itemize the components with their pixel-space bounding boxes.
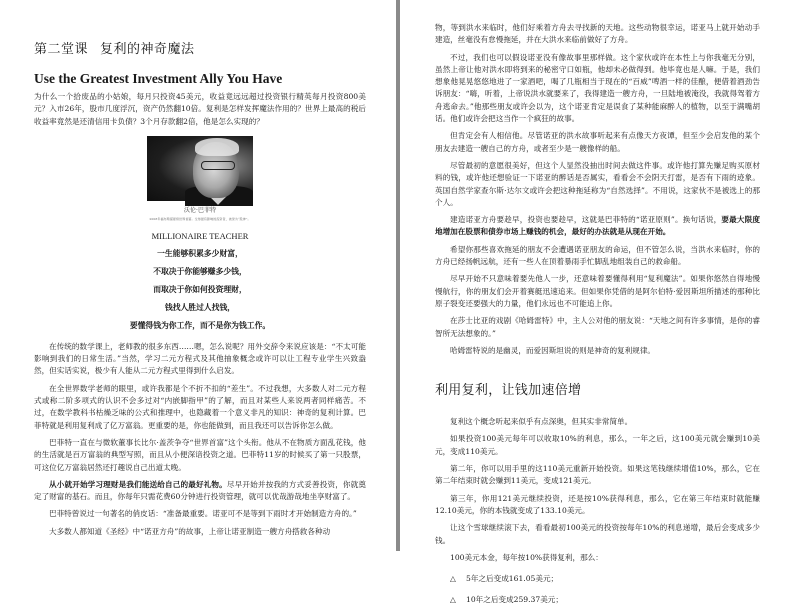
chapter-title bbox=[34, 38, 366, 57]
paragraph-noah-principle bbox=[435, 214, 760, 239]
left-page bbox=[0, 0, 396, 551]
bold-lead-text: 从小就开始学习理财是我们能送给自己的最好礼物。 bbox=[49, 479, 227, 489]
body-text bbox=[34, 341, 366, 538]
photo-caption-name: 沃伦·巴菲特 bbox=[184, 206, 216, 214]
paragraph-lead: 100美元本金，每年按10%获得复利，那么： bbox=[450, 552, 603, 562]
paragraph: 巴菲特一直在与微软董事长比尔·盖茨争夺“世界首富”这个头衔。他从不在物质方面乱花钱，他的生活就是百万富翁的典型写照，而且从小便深谙投资之道。巴菲特11岁的时候买了第一只股票，可这位亿万富翁居然还打趣说自己出道太晚。 bbox=[34, 437, 366, 472]
right-page bbox=[400, 0, 796, 605]
paragraph: 巴菲特曾说过一句著名的俏皮话：“准备最重要。诺亚可不是等到下雨时才开始制造方舟的。” bbox=[49, 509, 357, 519]
paragraph: 在全世界数学老师的眼里，或许我都是个不折不扣的“差生”。不过我想，大多数人对二元方程式或称二阶多项式的认识不会多过对“内嵌脚指甲”的了解，而且对某些人来说两者同样痛苦。不过，在数学教科书枯燥乏味的公式和推理中，也隐藏着一个意义非凡的知识：神奇的复利计算。巴菲特就是利用复利成了亿万富翁。更重要的是，你也能做到，而且我还可以告诉你怎么做。 bbox=[34, 383, 366, 430]
millionaire-teacher-label: MILLIONAIRE TEACHER bbox=[151, 230, 249, 241]
paragraph: 在莎士比亚的戏剧《哈姆雷特》中，主人公对他的朋友说：“天地之间有许多事情，是你的睿智所无法想象的。” bbox=[435, 316, 760, 338]
quote-line: 一生能够积累多少财富， bbox=[157, 248, 243, 258]
quote-block bbox=[34, 249, 366, 331]
lead-rest-text: 尽早开始并按我的方式妥善投资，你就奠定了财富的基石。而且，你每年只需花费60分钟进行投资管理，就可以优哉游哉地坐享财富了。 bbox=[34, 479, 366, 502]
right-page-content bbox=[435, 22, 760, 615]
paragraph: 第三年，你用121美元继续投资，还是按10%获得利息，那么，它在第三年结束时就能赚12.10美元，你的本钱就变成了133.10美元。 bbox=[435, 493, 760, 515]
paragraph: 但肯定会有人相信他。尽管诺亚的洪水故事听起来有点像天方夜谭，但至少会启发他的某个朋友去建造一艘自己的方舟，或者至少是一艘像样的船。 bbox=[435, 131, 760, 153]
bullet-item bbox=[435, 573, 760, 585]
portrait-photo bbox=[147, 136, 253, 201]
paragraph-bold-lead bbox=[34, 479, 366, 504]
english-title: Use the Greatest Investment Ally You Have bbox=[34, 71, 283, 86]
paragraph: 物，等到洪水来临时，他们好乘着方舟去寻找新的天地。这些动物很幸运，诺亚马上就开始动手建造，丝毫没有怠慢拖延，并在大洪水来临前做好了方舟。 bbox=[435, 23, 760, 45]
paragraph: 复利这个概念听起来似乎有点深奥，但其实非常简单。 bbox=[450, 417, 633, 427]
paragraph-normal-text: 建造诺亚方舟要趁早，投资也要趁早，这就是巴菲特的“诺亚原则”。换句话说， bbox=[450, 215, 722, 225]
chapter-subtitle: 复利的神奇魔法 bbox=[100, 42, 195, 57]
triangle-bullet-icon: △ bbox=[450, 574, 456, 584]
paragraph: 希望你那些喜欢拖延的朋友不会遭遇诺亚朋友的命运，但不管怎么说，当洪水来临时，你的方舟已经扬帆远航，还有一些人在顶着暴雨手忙脚乱地组装自己的救命船。 bbox=[435, 244, 760, 267]
paragraph-bold-text: 要最大限度地增加在股票和债券市场上赚钱的机会，最好的办法就是从现在开始。 bbox=[435, 215, 760, 237]
quote-line: 要懂得钱为你工作，而不是你为钱工作。 bbox=[129, 320, 271, 330]
chapter-number: 第二堂课 bbox=[34, 42, 89, 57]
paragraph: 如果投资100美元每年可以收取10%的利息，那么，一年之后，这100美元就会赚到10美元，变成110美元。 bbox=[435, 434, 760, 456]
bullet-item bbox=[435, 594, 760, 606]
section-title: 利用复利，让钱加速倍增 bbox=[435, 383, 582, 399]
photo-figure bbox=[34, 136, 366, 221]
quote-line: 钱找人胜过人找钱， bbox=[164, 302, 236, 312]
paragraph: 尽管最初的意愿很美好，但这个人显然没抽出时间去做这件事。或许他打算先赚足购买原材料的钱，或许他还想验证一下诺亚的醉话是否属实，看看会不会阴天打雷，是否有下雨的迹象。英国自然学家查尔斯·达尔文或许会把这种拖延称为“自然选择”。不用说，这家伙不是被选上的那个人。 bbox=[435, 160, 760, 207]
paragraph: 第二年，你可以用手里的这110美元重新开始投资。如果这笔钱继续增值10%，那么，它在第二年结束时就会赚到11美元，变成121美元。 bbox=[435, 464, 760, 486]
paragraph: 大多数人都知道《圣经》中“诺亚方舟”的故事，上帝让诺亚制造一艘方舟搭救各种动 bbox=[49, 526, 331, 536]
bullet-text: 10年之后变成259.37美元； bbox=[466, 595, 563, 605]
paragraph: 在传统的数学课上，老师教的很多东西……嗯，怎么说呢？用外交辞令来说应该是：“不太可能影响到我们的日常生活。”当然，学习二元方程式及其他抽象概念或许可以让工程专业学生兴致盎然，但实话实说，极少有人能从二元方程式里得到什么启发。 bbox=[34, 341, 366, 376]
left-page-content bbox=[34, 38, 366, 543]
paragraph: 不过，我们也可以假设诺亚没有像故事里那样做。这个家伙或许在本性上与你我毫无分别，虽然上帝让他对洪水即将到来的秘密守口如瓶，他却未必做得到。他毕竟也是人嘛。于是，我们想象他晃晃悠悠地进了一家酒吧，喝了几瓶相当于现在的“百威”啤酒一样的佳酿，便借着酒劲告诉朋友：“嗨，听着，上帝说洪水就要来了，我得建造一艘方舟，一旦陆地被淹没，我就得驾着方舟逃命去。”他那些朋友或许会以为，这个诺亚肯定是误食了某种能麻醉人的植物，以至于满嘴胡话。他们或许会把这当作一个疯狂的故事。 bbox=[435, 52, 760, 124]
quote-line: 不取决于你能够赚多少钱， bbox=[153, 266, 247, 276]
bullet-text: 5年之后变成161.05美元； bbox=[466, 574, 559, 584]
intro-paragraph: 为什么一个拾废品的小姑娘，每月只投资45美元，收益竟远远超过投资银行精英每月投资800美元？入市26年，股市几度浮沉，资产仍然翻10倍。复利是怎样发挥魔法作用的？世界上最高的税后收益率竟然是还清信用卡负债？3个月存款翻2倍，他是怎么实现的？ bbox=[34, 92, 366, 126]
paragraph: 尽早开始不只意味着要先他人一步，还意味着要懂得利用“复利魔法”。如果你悠然自得地慢慢航行，你的朋友们会开着赛艇迅速追来。但如果你凭借的是阿尔伯特·爱因斯坦所描述的那种比原子裂变还要强大的力量，他们永远也不可能追上你。 bbox=[435, 274, 760, 308]
paragraph: 哈姆雷特说的是幽灵，而爱因斯坦说的则是神奇的复利规律。 bbox=[450, 345, 656, 355]
quote-line: 而取决于你如何投资理财， bbox=[153, 284, 247, 294]
photo-caption-detail: 2008年福布斯富豪榜世界首富。全球最有影响的投资者，被誉为“股神”。 bbox=[149, 216, 251, 221]
triangle-bullet-icon: △ bbox=[450, 595, 456, 605]
paragraph: 让这个雪球继续滚下去，看看最初100美元的投资按每年10%的利息递增，最后会变成多少钱。 bbox=[435, 523, 760, 545]
